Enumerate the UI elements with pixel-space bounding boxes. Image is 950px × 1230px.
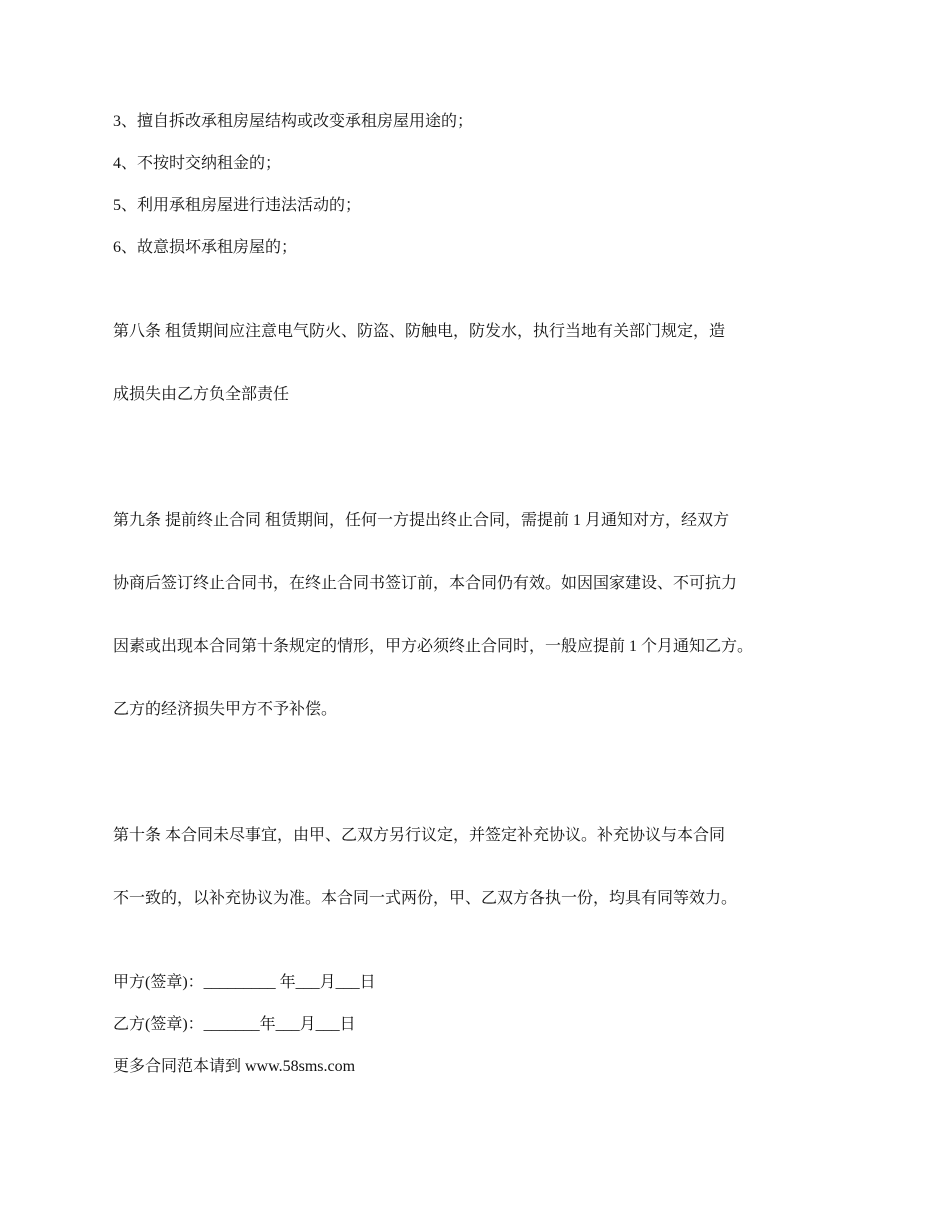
clause-item-5: 5、利用承租房屋进行违法活动的；: [113, 197, 362, 214]
article-9-line: 因素或出现本合同第十条规定的情形，甲方必须终止合同时，一般应提前 1 个月通知乙方。: [113, 638, 754, 655]
article-8-line: 第八条 租赁期间应注意电气防火、防盗、防触电，防发水，执行当地有关部门规定，造: [113, 323, 726, 340]
article-9-line: 乙方的经济损失甲方不予补偿。: [113, 701, 338, 718]
article-9-line: 协商后签订终止合同书，在终止合同书签订前，本合同仍有效。如因国家建设、不可抗力: [113, 575, 738, 592]
clause-item-4: 4、不按时交纳租金的；: [113, 155, 282, 172]
article-9-line: 第九条 提前终止合同 租赁期间，任何一方提出终止合同，需提前 1 月通知对方，经双方: [113, 512, 730, 529]
signature-party-a: 甲方(签章)：_________ 年___月___日: [113, 974, 376, 991]
article-10-line: 不一致的，以补充协议为准。本合同一式两份，甲、乙双方各执一份，均具有同等效力。: [113, 890, 738, 907]
article-8-line: 成损失由乙方负全部责任: [113, 386, 290, 403]
clause-item-3: 3、擅自拆改承租房屋结构或改变承租房屋用途的；: [113, 113, 474, 130]
signature-party-b: 乙方(签章)：_______年___月___日: [113, 1016, 356, 1033]
footer-link-text: 更多合同范本请到 www.58sms.com: [113, 1058, 356, 1075]
clause-item-6: 6、故意损坏承租房屋的；: [113, 239, 298, 256]
document-body: [113, 111, 853, 1098]
article-8-paragraph: [113, 279, 853, 447]
article-9-paragraph: [113, 468, 853, 762]
article-10-line: 第十条 本合同未尽事宜，由甲、乙双方另行议定，并签定补充协议。补充协议与本合同: [113, 827, 726, 844]
article-10-paragraph: [113, 783, 853, 951]
